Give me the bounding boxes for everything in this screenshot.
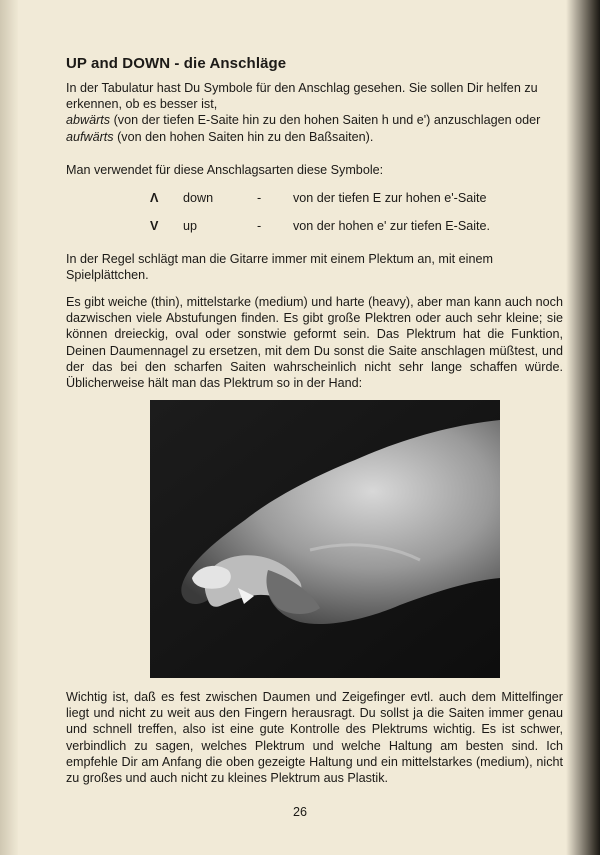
symbols-intro: Man verwendet für diese Anschlagsarten diese Symbole: bbox=[66, 163, 384, 177]
page-number: 26 bbox=[292, 805, 307, 819]
up-stroke-icon: V bbox=[150, 219, 159, 233]
pick-types-paragraph: Es gibt weiche (thin), mittelstarke (medium) und harte (heavy), aber man kann auch noch dazwischen viele Abstufungen finden. Es gibt große Plektren oder auch sehr kleine; sie können dreieckig, oval oder sonstwie geformt sein. Das Plektrum hat die Funktion, Deinen Daumennagel zu ersetzen, mit dem Du sonst die Saite anschlagen müßtest, und der das bei den scharfen Saiten wahrscheinlich nicht sehr lange schaffen würde. Üblicherweise hält man das Plektrum so in der Hand: bbox=[66, 295, 563, 391]
symbol-description: von der hohen e' zur tiefen E-Saite. bbox=[293, 219, 491, 233]
down-term: abwärts bbox=[66, 113, 111, 128]
symbol-name: down bbox=[183, 191, 214, 205]
down-explanation: (von der tiefen E-Saite hin zu den hohen Saiten h und e') anzuschlagen oder bbox=[110, 113, 541, 128]
symbol-description: von der tiefen E zur hohen e'-Saite bbox=[293, 191, 487, 205]
hand-holding-pick-photo bbox=[150, 400, 500, 678]
symbol-dash: - bbox=[257, 191, 262, 205]
gutter-shadow bbox=[566, 0, 600, 855]
up-term: aufwärts bbox=[66, 129, 114, 144]
hand-photo-illustration bbox=[150, 400, 500, 678]
intro-line: In der Tabulatur hast Du Symbole für den Anschlag gesehen. Sie sollen Dir helfen zu erkennen, ob es besser ist, bbox=[66, 81, 538, 112]
symbol-dash: - bbox=[257, 219, 262, 233]
binding-shadow bbox=[0, 0, 18, 855]
symbol-name: up bbox=[183, 219, 198, 233]
pick-paragraph: In der Regel schlägt man die Gitarre immer mit einem Plektum an, mit einem Spielplättchen. bbox=[66, 252, 493, 283]
section-heading: UP and DOWN - die Anschläge bbox=[66, 55, 287, 72]
down-stroke-icon: Λ bbox=[150, 191, 159, 205]
symbol-row-down bbox=[150, 191, 550, 211]
closing-paragraph: Wichtig ist, daß es fest zwischen Daumen und Zeigefinger evtl. auch dem Mittelfinger liegt und nicht zu weit aus den Fingern herausragt. Du sollst ja die Saiten immer genau und schnell treffen, also ist eine gute Kontrolle des Plektrums wichtig. Es ist schwer, verbindlich zu sagen, welches Plektrum und welche Haltung am besten sind. Ich empfehle Dir am Anfang die oben gezeigte Haltung und ein mittelstarkes (medium), nicht zu großes und auch nicht zu kleines Plektrum aus Plastik. bbox=[66, 690, 563, 786]
up-explanation: (von den hohen Saiten hin zu den Baßsaiten). bbox=[113, 129, 374, 144]
symbol-row-up bbox=[150, 219, 550, 239]
intro-paragraph bbox=[66, 80, 563, 145]
